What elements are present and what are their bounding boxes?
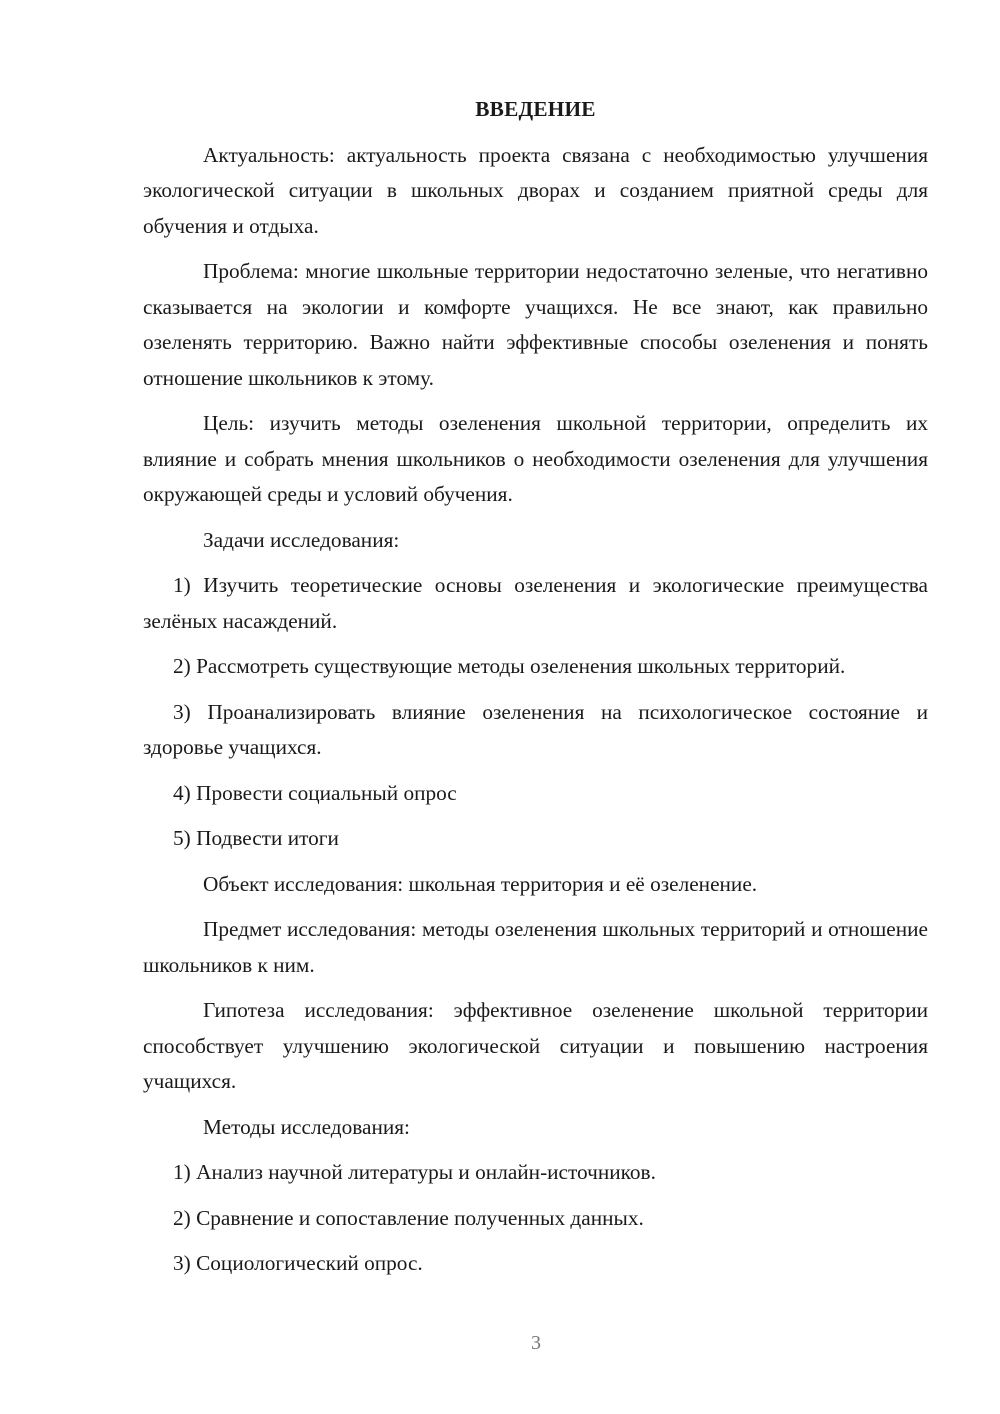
task-item-1: 1) Изучить теоретические основы озеленения и экологические преимущества зелёных насаждений. <box>143 573 928 633</box>
page-title: ВВЕДЕНИЕ <box>475 97 596 121</box>
task-item-5: 5) Подвести итоги <box>173 826 339 850</box>
method-item-1: 1) Анализ научной литературы и онлайн-источников. <box>173 1160 656 1184</box>
tasks-heading: Задачи исследования: <box>203 527 400 552</box>
hypothesis-paragraph: Гипотеза исследования: эффективное озеленение школьной территории способствует улучшению экологической ситуации и повышению настроения учащихся. <box>143 998 928 1093</box>
method-item-2: 2) Сравнение и сопоставление полученных данных. <box>173 1205 644 1230</box>
object-paragraph: Объект исследования: школьная территория и её озеленение. <box>203 871 758 896</box>
methods-heading: Методы исследования: <box>203 1114 410 1139</box>
problem-paragraph: Проблема: многие школьные территории недостаточно зеленые, что негативно сказывается на экологии и комфорте учащихся. Не все знают, как правильно озеленять территорию. Важно найти эффективные способы озеленения и понять отношение школьников к этому. <box>143 259 928 390</box>
relevance-paragraph: Актуальность: актуальность проекта связана с необходимостью улучшения экологической ситуации в школьных дворах и созданием приятной среды для обучения и отдыха. <box>143 142 928 238</box>
subject-paragraph: Предмет исследования: методы озеленения школьных территорий и отношение школьников к ним. <box>143 917 928 977</box>
goal-paragraph: Цель: изучить методы озеленения школьной территории, определить их влияние и собрать мнения школьников о необходимости озеленения для улучшения окружающей среды и условий обучения. <box>143 411 928 506</box>
task-item-4: 4) Провести социальный опрос <box>173 780 457 805</box>
document-body <box>143 92 928 1292</box>
task-item-3: 3) Проанализировать влияние озеленения на психологическое состояние и здоровье учащихся. <box>143 699 928 759</box>
page-number: 3 <box>531 1332 541 1354</box>
method-item-3: 3) Социологический опрос. <box>173 1251 423 1275</box>
task-item-2: 2) Рассмотреть существующие методы озеленения школьных территорий. <box>173 654 846 678</box>
